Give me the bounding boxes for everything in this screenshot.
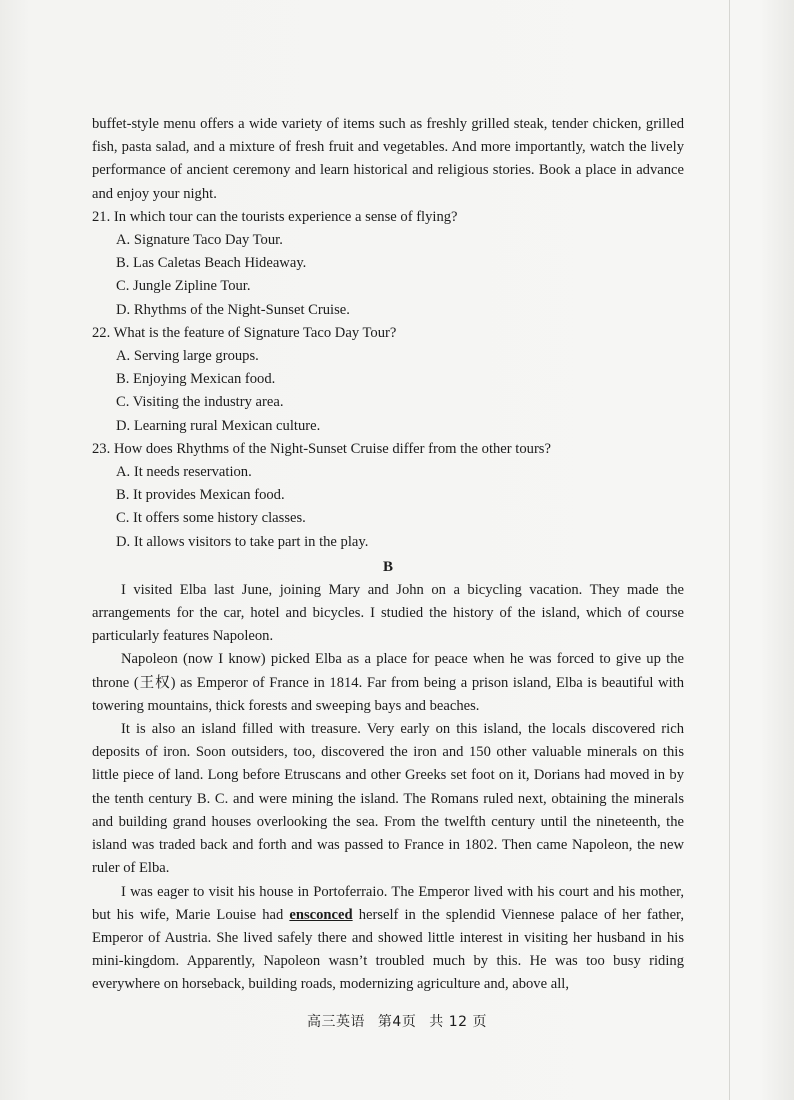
- option-b: B. Enjoying Mexican food.: [116, 371, 276, 388]
- question-21: [92, 206, 684, 322]
- footer-total-pages: 共 12 页: [429, 1014, 488, 1030]
- option-a: A. Signature Taco Day Tour.: [116, 232, 283, 249]
- option-c: C. Visiting the industry area.: [116, 394, 284, 411]
- option-d: D. Rhythms of the Night-Sunset Cruise.: [116, 301, 350, 318]
- question-22: [92, 322, 684, 438]
- option-d: D. It allows visitors to take part in the play.: [116, 533, 369, 550]
- option-c: C. Jungle Zipline Tour.: [116, 278, 251, 295]
- option-c: C. It offers some history classes.: [116, 510, 306, 527]
- option-a: A. It needs reservation.: [116, 464, 252, 481]
- passage-a-ending: buffet-style menu offers a wide variety of items such as freshly grilled steak, tender chicken, grilled fish, pasta salad, and a mixture of fresh fruit and vegetables. And more importantly, watch the lively performance of ancient ceremony and learn historical and religious stories. Book a place in advance and enjoy your night.: [92, 116, 684, 202]
- underlined-vocab-word: ensconced: [289, 906, 353, 923]
- passage-b-paragraph-2: Napoleon (now I know) picked Elba as a place for peace when he was forced to give up the throne (王权) as Emperor of France in 1814. Far from being a prison island, Elba is beautiful with towering mountains, thick forests and sweeping bays and beaches.: [92, 651, 684, 714]
- option-d: D. Learning rural Mexican culture.: [116, 417, 321, 434]
- binding-line: [729, 0, 730, 1100]
- paragraph-4-text-before: I was eager to visit his house in Portoferraio. The Emperor lived with his court and his mother, but his wife, Marie Louise had: [92, 883, 684, 923]
- page-footer: [0, 1011, 794, 1031]
- question-stem: 23. How does Rhythms of the Night-Sunset Cruise differ from the other tours?: [92, 440, 551, 457]
- question-stem: 22. What is the feature of Signature Taco Day Tour?: [92, 324, 397, 341]
- page-content: [92, 113, 684, 997]
- option-b: B. Las Caletas Beach Hideaway.: [116, 255, 307, 272]
- option-b: B. It provides Mexican food.: [116, 487, 285, 504]
- passage-b-paragraph-4: [92, 881, 684, 997]
- paragraph-4-text-after: herself in the splendid Viennese palace of her father, Emperor of Austria. She lived safely there and showed little interest in visiting her husband in his mini-kingdom. Apparently, Napoleon wasn’t troubled much by this. He was too busy riding everywhere on horseback, building roads, modernizing agriculture and, above all,: [92, 906, 684, 993]
- footer-subject: 高三英语: [306, 1014, 365, 1030]
- footer-page-number: 第4页: [377, 1014, 417, 1030]
- question-23: [92, 438, 684, 554]
- option-a: A. Serving large groups.: [116, 348, 259, 365]
- passage-b-paragraph-1: I visited Elba last June, joining Mary and John on a bicycling vacation. They made the arrangements for the car, hotel and bicycles. I studied the history of the island, which of course particularly features Napoleon.: [92, 581, 684, 645]
- question-stem: 21. In which tour can the tourists experience a sense of flying?: [92, 208, 458, 225]
- passage-b-paragraph-3: It is also an island filled with treasure. Very early on this island, the locals discovered rich deposits of iron. Soon outsiders, too, discovered the iron and 150 other valuable minerals on this little piece of land. Long before Etruscans and other Greeks set foot on it, Dorians had moved in by the tenth century B. C. and were mining the island. The Romans ruled next, obtaining the minerals and building grand houses overlooking the sea. From the twelfth century until the nineteenth, the island was traded back and forth and was passed to France in 1802. Then came Napoleon, the new ruler of Elba.: [92, 721, 684, 877]
- section-b-heading: B: [382, 558, 393, 575]
